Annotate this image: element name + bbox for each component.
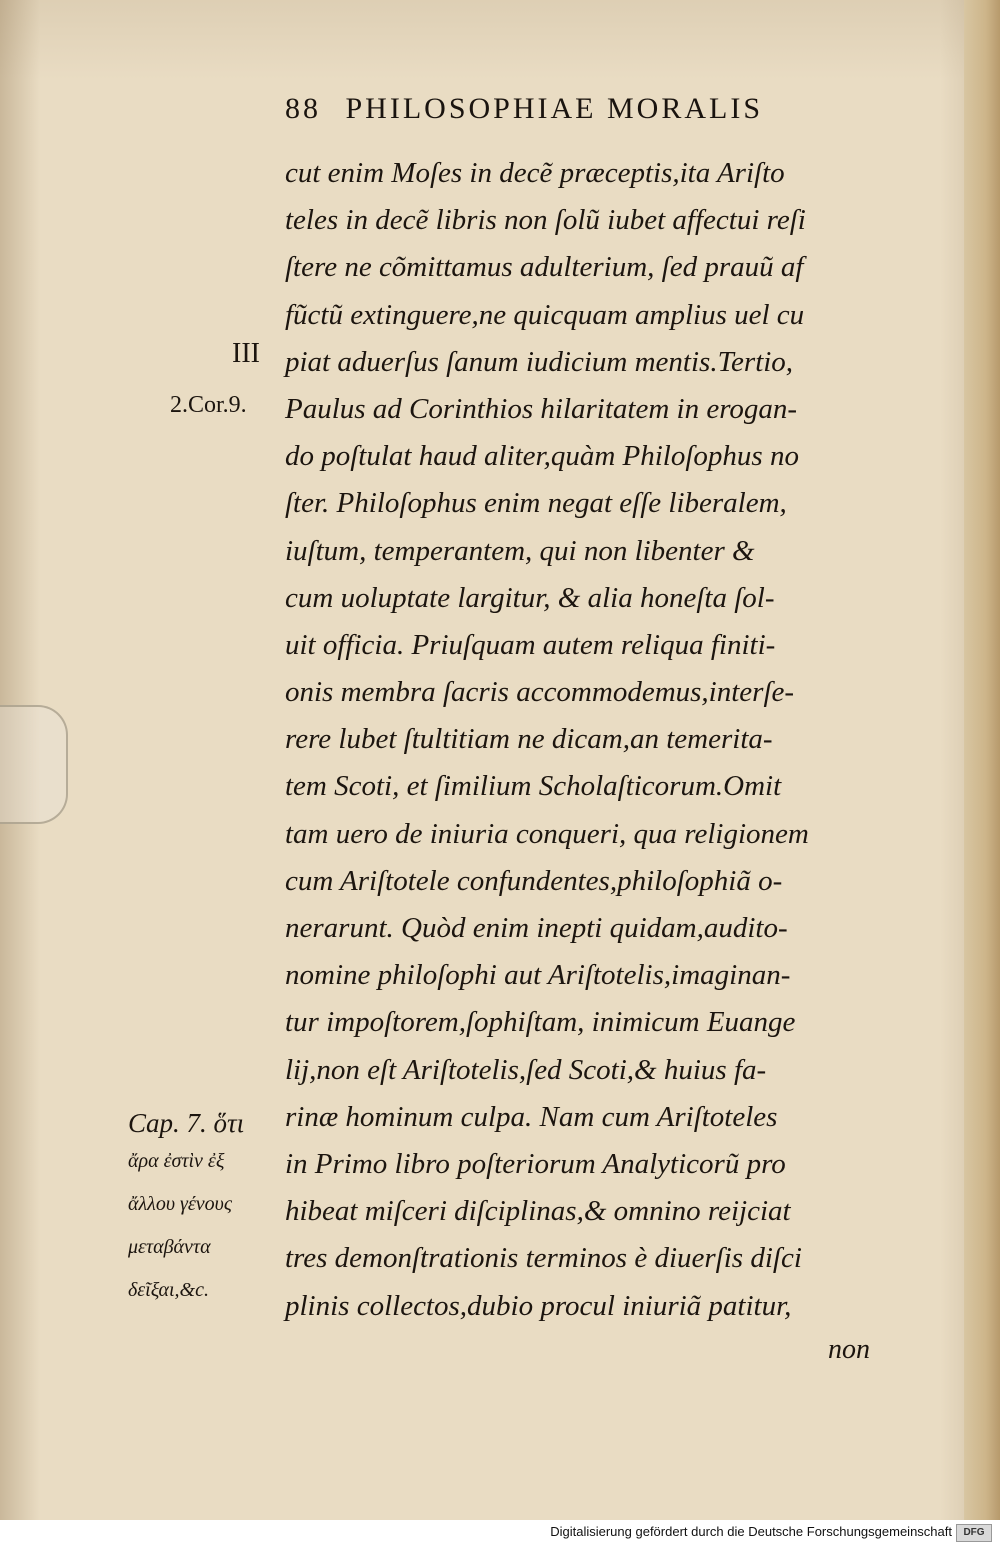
page-clip — [0, 705, 68, 824]
text-line: cum uoluptate largitur, & alia honeſta ſol- — [285, 581, 775, 614]
text-line: iuſtum, temperantem, qui non libenter & — [285, 534, 755, 567]
text-line: ſtere ne cõmittamus adulterium, ſed prauũ af — [285, 251, 804, 284]
text-line: tur impoſtorem,ſophiſtam, inimicum Euange — [285, 1006, 796, 1039]
footer-bar — [0, 1520, 1000, 1545]
text-line: lij,non eſt Ariſtotelis,ſed Scoti,& huius fa- — [285, 1053, 767, 1086]
text-line: hibeat miſceri diſciplinas,& omnino reijciat — [285, 1195, 791, 1228]
text-line: onis membra ſacris accommodemus,interſe- — [285, 676, 795, 709]
margin-chapter-note: Cap. 7. ὅτι — [128, 1108, 245, 1138]
margin-numeral: III — [232, 338, 260, 369]
catchword: non — [828, 1334, 870, 1365]
text-line: cum Ariſtotele confundentes,philoſophiã o- — [285, 864, 783, 897]
text-line: fũctũ extinguere,ne quicquam amplius uel cu — [285, 298, 805, 331]
text-line: ſter. Philoſophus enim negat eſſe liberalem, — [285, 487, 787, 520]
text-line: piat aduerſus ſanum iudicium mentis.Tertio, — [285, 345, 794, 378]
text-line: plinis collectos,dubio procul iniuriã patitur, — [285, 1289, 792, 1322]
margin-greek-line: ἄλλου γένους — [128, 1193, 232, 1215]
running-header — [285, 92, 865, 132]
margin-greek-line: μεταβάντα — [128, 1236, 211, 1258]
margin-reference: 2.Cor.9. — [170, 392, 247, 418]
page-number: 88 — [285, 92, 321, 125]
text-line: tres demonſtrationis terminos è diuerſis diſci — [285, 1242, 802, 1275]
text-line: tem Scoti, et ſimilium Scholaſticorum.Omit — [285, 770, 782, 803]
running-title: PHILOSOPHIAE MORALIS — [345, 92, 764, 125]
text-line: uit officia. Priuſquam autem reliqua finiti- — [285, 628, 776, 661]
text-line: Paulus ad Corinthios hilaritatem in erogan- — [285, 392, 798, 425]
body-text — [285, 150, 895, 1330]
text-line: rere lubet ſtultitiam ne dicam,an temerita- — [285, 723, 773, 756]
margin-greek-line: δεῖξαι,&c. — [128, 1279, 209, 1301]
text-line: nomine philoſophi aut Ariſtotelis,imaginan- — [285, 959, 791, 992]
text-line: in Primo libro poſteriorum Analyticorũ pro — [285, 1147, 786, 1180]
page-edge — [964, 0, 1000, 1520]
text-line: tam uero de iniuria conqueri, qua religionem — [285, 817, 809, 850]
funding-credit: Digitalisierung gefördert durch die Deutsche Forschungsgemeinschaft — [550, 1524, 952, 1539]
margin-greek-line: ἄρα ἐστὶν ἐξ — [128, 1150, 225, 1172]
text-line: teles in decẽ libris non ſolũ iubet affectui reſi — [285, 204, 806, 237]
text-line: do poſtulat haud aliter,quàm Philoſophus no — [285, 440, 799, 473]
text-line: rinæ hominum culpa. Nam cum Ariſtoteles — [285, 1100, 778, 1133]
dfg-logo: DFG — [956, 1524, 992, 1542]
text-line: nerarunt. Quòd enim inepti quidam,audito- — [285, 912, 788, 944]
text-line: cut enim Moſes in decẽ præceptis,ita Ariſto — [285, 157, 785, 189]
